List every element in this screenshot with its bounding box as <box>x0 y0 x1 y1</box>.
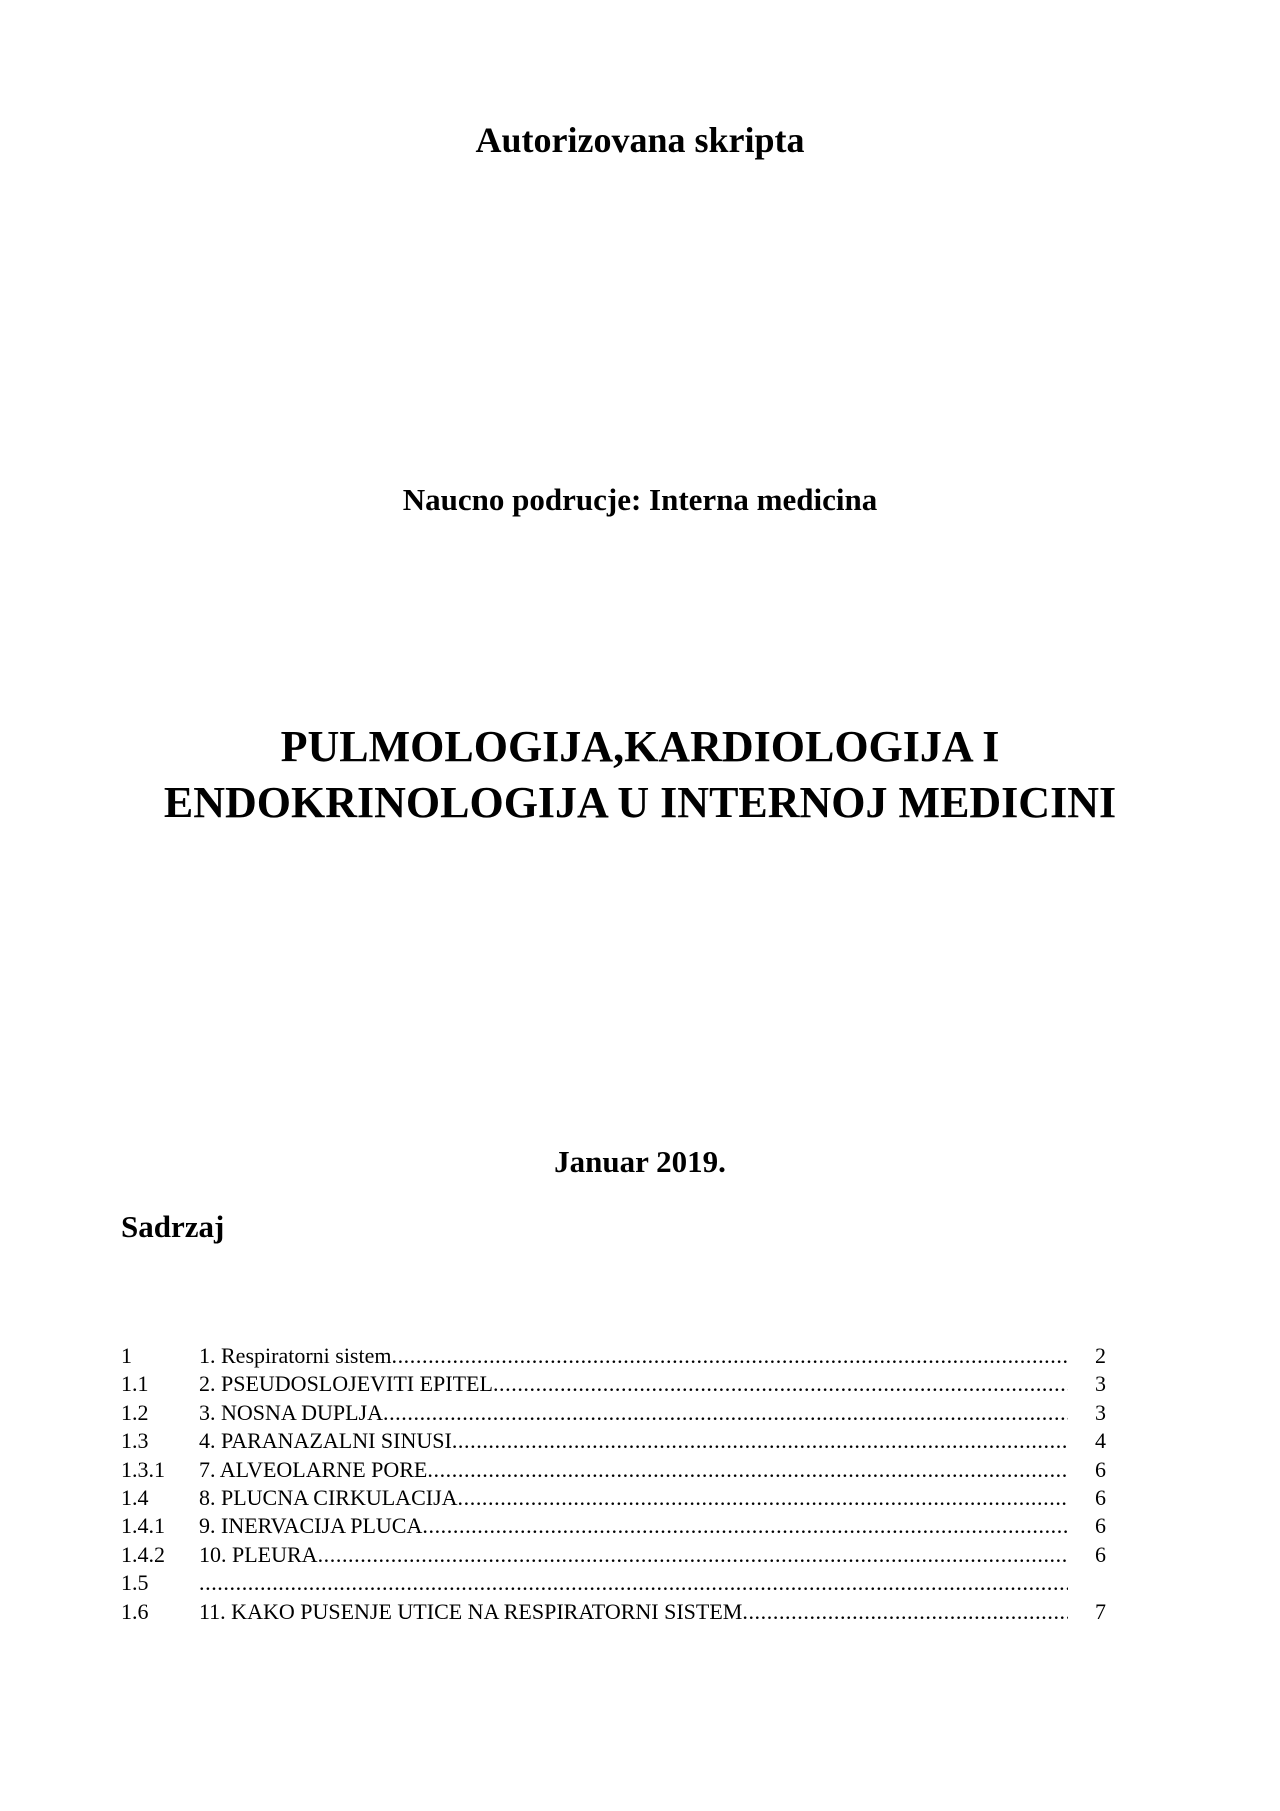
toc-entry-title: 2. PSEUDOSLOJEVITI EPITEL <box>199 1371 493 1397</box>
toc-entry-title: 11. KAKO PUSENJE UTICE NA RESPIRATORNI SISTEM <box>199 1598 743 1624</box>
toc-entry-page: 6 <box>1095 1513 1106 1539</box>
toc-entry[interactable] <box>121 1370 1106 1398</box>
toc-entry-number: 1.4.2 <box>121 1541 165 1567</box>
toc-entry-page: 6 <box>1095 1484 1106 1510</box>
toc-entry[interactable] <box>121 1541 1106 1569</box>
toc-entry-page: 3 <box>1095 1399 1106 1425</box>
scientific-field: Naucno podrucje: Interna medicina <box>402 482 878 517</box>
toc-dot-leader <box>422 1512 1068 1540</box>
toc-dot-leader <box>383 1399 1068 1427</box>
toc-entry-title: 10. PLEURA <box>199 1541 318 1567</box>
document-date: Januar 2019. <box>554 1144 726 1179</box>
toc-entry[interactable] <box>121 1598 1106 1626</box>
toc-dot-leader <box>452 1427 1068 1455</box>
toc-entry[interactable] <box>121 1456 1106 1484</box>
toc-entry-title: 1. Respiratorni sistem <box>199 1343 392 1368</box>
toc-entry-number: 1.3.1 <box>121 1456 165 1482</box>
toc-entry-number: 1.1 <box>121 1371 149 1397</box>
toc-entry-number: 1.6 <box>121 1598 149 1624</box>
toc-entry[interactable] <box>121 1342 1106 1370</box>
toc-dot-leader <box>458 1484 1068 1512</box>
toc-entry[interactable] <box>121 1484 1106 1512</box>
toc-dot-leader <box>391 1342 1068 1370</box>
toc-entry-number: 1.4 <box>121 1484 149 1510</box>
toc-entry-title: 7. ALVEOLARNE PORE <box>199 1456 428 1482</box>
toc-dot-leader <box>199 1569 1068 1597</box>
toc-dot-leader <box>742 1598 1068 1626</box>
document-title-line-1: PULMOLOGIJA,KARDIOLOGIJA I <box>280 722 1000 771</box>
toc-entry-page: 6 <box>1095 1456 1106 1482</box>
toc-entry-page: 6 <box>1095 1541 1106 1567</box>
table-of-contents-heading: Sadrzaj <box>121 1209 225 1244</box>
toc-entry-number: 1.2 <box>121 1399 149 1425</box>
toc-entry-number: 1.5 <box>121 1570 149 1596</box>
toc-entry-title: 3. NOSNA DUPLJA <box>199 1399 383 1425</box>
toc-entry-title: 4. PARANAZALNI SINUSI <box>199 1428 452 1454</box>
toc-entry-page: 2 <box>1095 1343 1106 1368</box>
toc-entry[interactable] <box>121 1399 1106 1427</box>
document-title <box>0 719 1280 831</box>
toc-entry-number: 1.3 <box>121 1428 149 1454</box>
document-title-line-2: ENDOKRINOLOGIJA U INTERNOJ MEDICINI <box>163 778 1117 827</box>
toc-entry-page: 3 <box>1095 1371 1106 1397</box>
toc-dot-leader <box>493 1370 1068 1398</box>
document-type-label: Autorizovana skripta <box>475 120 805 160</box>
toc-dot-leader <box>427 1456 1068 1484</box>
toc-entry-number: 1 <box>121 1343 132 1368</box>
table-of-contents <box>121 1342 1106 1626</box>
toc-entry[interactable] <box>121 1512 1106 1540</box>
toc-entry-title: 9. INERVACIJA PLUCA <box>199 1513 423 1539</box>
toc-entry[interactable] <box>121 1569 1106 1597</box>
toc-entry-page: 7 <box>1095 1598 1106 1624</box>
toc-entry-title: 8. PLUCNA CIRKULACIJA <box>199 1484 458 1510</box>
toc-entry-page: 4 <box>1095 1428 1106 1454</box>
toc-entry-number: 1.4.1 <box>121 1513 165 1539</box>
toc-entry[interactable] <box>121 1427 1106 1455</box>
toc-dot-leader <box>318 1541 1068 1569</box>
